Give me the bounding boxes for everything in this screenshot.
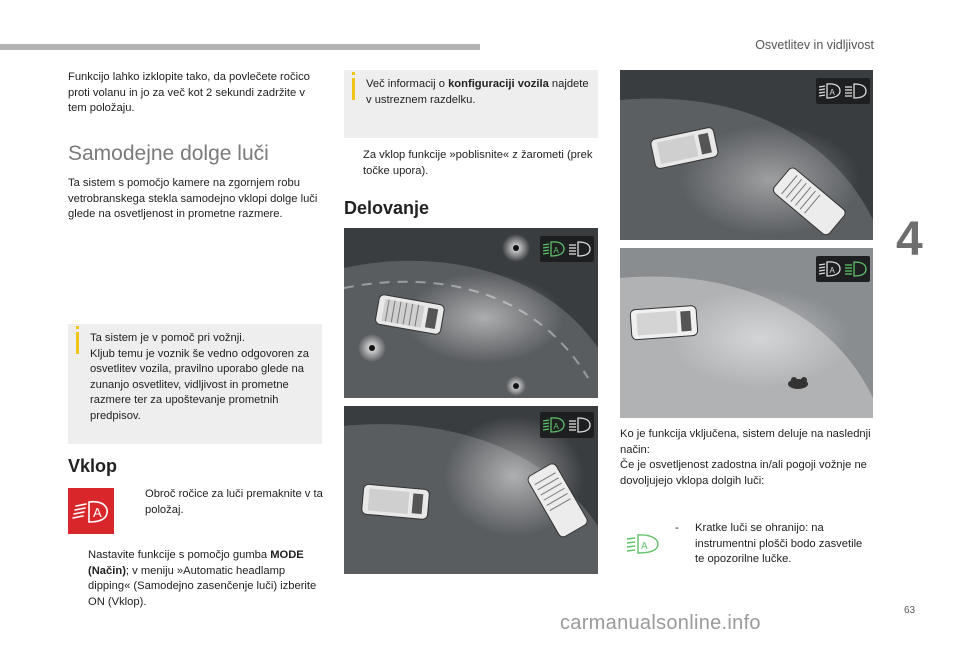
page-number: 63 (904, 605, 916, 616)
svg-text:A: A (93, 505, 102, 520)
main-heading: Samodejne dolge luči (68, 142, 269, 165)
delovanje-heading: Delovanje (344, 198, 430, 218)
illustration-lit-area (620, 248, 873, 418)
info-box-configuration (344, 70, 598, 138)
auto-headlamp-red-tile (68, 488, 114, 534)
info-config-bold: konfiguraciji vozila (448, 78, 549, 90)
mode-text-post: ; v meniju »Automatic headlamp dipping« (Samodejno zasenčenje luči) izberite ON (Vklop). (88, 564, 317, 608)
flash-instruction: Za vklop funkcije »poblisnite« z žarometi (prek točke upora). (363, 149, 593, 177)
info-icon (352, 78, 355, 100)
info-box-safety (68, 324, 322, 444)
indicator-badge (540, 412, 594, 438)
illustration-oncoming-traffic (344, 228, 598, 398)
svg-text:A: A (553, 246, 559, 255)
info-line-rest: Kljub temu je voznik še vedno odgovoren za osvetlitev vozila, pravilno uporabo glede na zunanjo osvetlitev, vidljivost in prometne razmere ter za upoštevanje prometnih predpisov. (90, 347, 309, 422)
operation-text-2: Če je osvetljenost zadostna in/ali pogoji vožnje ne dovoljujejo vklopa dolgih luči: (620, 459, 867, 487)
info-box-text (90, 331, 314, 424)
intro-paragraph: Funkcijo lahko izklopite tako, da povlečete ročico proti volanu in jo za več kot 2 sekundi zadržite v tem položaju. (68, 71, 310, 114)
auto-beam-white-icon (68, 488, 114, 534)
header-rule (0, 44, 480, 50)
illustration-preceding-vehicle (344, 406, 598, 574)
vklop-heading: Vklop (68, 456, 118, 476)
watermark: carmanualsonline.info (560, 612, 761, 634)
auto-beam-green-icon (624, 530, 664, 558)
auto-beam-standalone-icon (624, 530, 664, 558)
mode-text-pre: Nastavite funkcije s pomočjo gumba (88, 549, 271, 561)
mode-instruction (88, 548, 324, 610)
description-paragraph: Ta sistem s pomočjo kamere na zgornjem robu vetrobranskega stekla samodejno vklopi dolge luči glede na osvetljenost in prometne razmere. (68, 177, 318, 220)
mode-text-bold: MODE (Način) (88, 549, 304, 577)
dash-mark: - (675, 522, 679, 534)
auto-beam-indicator-icon (816, 78, 870, 104)
svg-text:A: A (829, 88, 835, 97)
svg-text:A: A (641, 541, 648, 552)
auto-beam-indicator-icon (816, 256, 870, 282)
indicator-badge (816, 78, 870, 104)
operation-text-1: Ko je funkcija vključena, sistem deluje na naslednji način: (620, 428, 871, 456)
info-icon (76, 332, 79, 354)
ring-instruction: Obroč ročice za luči premaknite v ta položaj. (145, 488, 323, 516)
illustration-curve-traffic (620, 70, 873, 240)
svg-text:A: A (829, 266, 835, 275)
info-config-post: najdete v ustreznem razdelku. (366, 78, 589, 106)
indicator-badge (816, 256, 870, 282)
info-config-text (366, 77, 590, 108)
info-line-1: Ta sistem je v pomoč pri vožnji. (90, 332, 245, 344)
auto-beam-indicator-icon (540, 236, 594, 262)
chapter-number: 4 (896, 213, 923, 266)
info-config-pre: Več informacij o (366, 78, 449, 90)
indicator-badge (540, 236, 594, 262)
low-beam-note: Kratke luči se ohranijo: na instrumentni plošči bodo zasvetile te opozorilne lučke. (695, 522, 863, 565)
auto-beam-indicator-icon (540, 412, 594, 438)
section-title: Osvetlitev in vidljivost (755, 38, 874, 52)
svg-text:A: A (553, 422, 559, 431)
operation-text (620, 427, 874, 489)
